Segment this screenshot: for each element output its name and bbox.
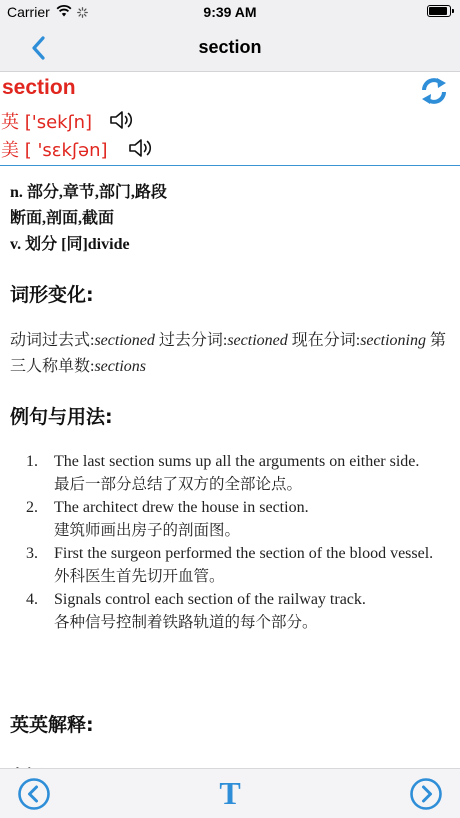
- uk-speaker-button[interactable]: [109, 109, 135, 136]
- form-label: 第三人称单数:: [10, 332, 446, 375]
- status-bar: [0, 0, 460, 24]
- definition-line: 断面,剖面,截面: [10, 210, 115, 227]
- speaker-icon: [128, 137, 154, 159]
- example-chinese: 外科医生首先切开血管。: [54, 567, 225, 585]
- form-label: 动词过去式:: [10, 332, 95, 349]
- battery-icon: [427, 5, 451, 17]
- example-chinese: 建筑师画出房子的剖面图。: [54, 521, 241, 539]
- example-number: 3.: [26, 545, 38, 562]
- example-english: The architect drew the house in section.: [54, 499, 309, 516]
- form-value: sectioned: [227, 332, 288, 349]
- previous-word-button[interactable]: [17, 777, 51, 816]
- us-label: 美: [1, 140, 19, 161]
- example-number: 4.: [26, 591, 38, 608]
- definition-line: v. 划分 [同]divide: [10, 236, 130, 253]
- example-item: [10, 588, 450, 634]
- example-item: [10, 542, 450, 588]
- word-forms: [10, 328, 450, 380]
- us-speaker-button[interactable]: [128, 137, 154, 164]
- example-chinese: 最后一部分总结了双方的全部论点。: [54, 475, 303, 493]
- circle-chevron-right-icon: [409, 777, 443, 811]
- example-chinese: 各种信号控制着铁路轨道的每个部分。: [54, 613, 318, 631]
- refresh-button[interactable]: [418, 75, 450, 112]
- headword: section: [2, 76, 76, 99]
- refresh-icon: [418, 75, 450, 107]
- example-number: 1.: [26, 453, 38, 470]
- example-english: Signals control each section of the railway track.: [54, 591, 366, 608]
- forms-section-title: 词形变化:: [10, 284, 94, 306]
- text-size-label: T: [219, 775, 241, 811]
- form-label: 过去分词:: [154, 332, 228, 349]
- example-item: [10, 450, 450, 496]
- definition-line: n. 部分,章节,部门,路段: [10, 184, 167, 201]
- page-title: section: [198, 37, 262, 57]
- example-english: First the surgeon performed the section of the blood vessel.: [54, 545, 434, 562]
- definitions: [10, 180, 167, 258]
- uk-phonetic: ['sekʃn]: [24, 112, 93, 133]
- circle-chevron-left-icon: [17, 777, 51, 811]
- examples-section-title: 例句与用法:: [10, 406, 113, 428]
- us-pronunciation: [1, 136, 108, 162]
- example-number: 2.: [26, 499, 38, 516]
- text-size-button[interactable]: [215, 775, 245, 811]
- example-english: The last section sums up all the arguments on either side.: [54, 453, 420, 470]
- bottom-toolbar: [0, 768, 460, 818]
- next-word-button[interactable]: [409, 777, 443, 816]
- form-value: sectioned: [94, 332, 155, 349]
- example-item: [10, 496, 450, 542]
- uk-label: 英: [1, 112, 19, 133]
- navigation-bar: [0, 24, 460, 72]
- form-label: 现在分词:: [287, 332, 361, 349]
- word-header: [0, 72, 460, 166]
- form-value: sections: [94, 358, 146, 375]
- status-time: 9:39 AM: [203, 4, 257, 20]
- speaker-icon: [109, 109, 135, 131]
- form-value: sectioning: [360, 332, 426, 349]
- example-list: [10, 450, 450, 634]
- battery-level: [429, 7, 447, 15]
- english-definition-title: 英英解释:: [10, 714, 94, 736]
- us-phonetic: [ 'sɛkʃən]: [24, 140, 108, 161]
- uk-pronunciation: [1, 108, 92, 134]
- carrier-label: Carrier: [7, 4, 50, 20]
- definition-content[interactable]: [0, 166, 460, 768]
